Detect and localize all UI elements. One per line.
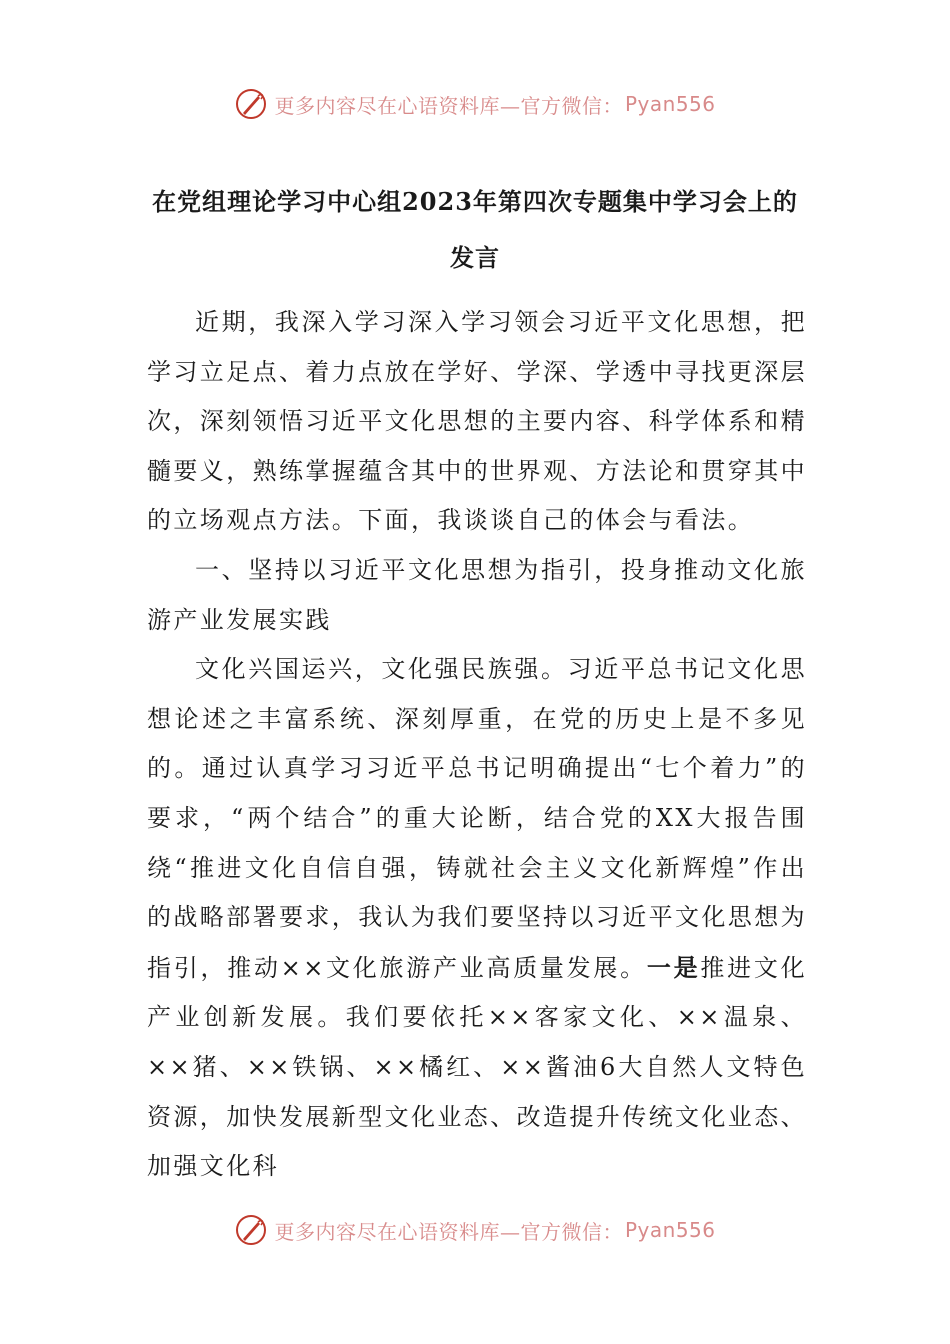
section-heading-1: 一、坚持以习近平文化思想为指引，投身推动文化旅游产业发展实践 <box>147 555 807 634</box>
quill-pen-logo-icon <box>234 87 268 121</box>
quill-pen-logo-icon <box>234 1213 268 1247</box>
footer-watermark <box>0 1210 950 1250</box>
body-paragraph-1: 近期，我深入学习深入学习领会习近平文化思想，把学习立足点、着力点放在学好、学深、学透中寻找更深层次，深刻领悟习近平文化思想的主要内容、科学体系和精髓要义，熟练掌握蕴含其中的世界观、方法论和贯穿其中的立场观点方法。下面，我谈谈自己的体会与看法。 <box>147 308 807 535</box>
header-watermark <box>0 84 950 124</box>
paragraph-text-continued: 推进文化产业创新发展。我们要依托××客家文化、××温泉、××猪、××铁锅、××橘红、××酱油6大自然人文特色资源，加快发展新型文化业态、改造提升传统文化业态、加强文化科 <box>147 953 807 1181</box>
watermark-wechat-handle: Pyan556 <box>624 92 716 116</box>
document-body <box>147 298 807 1192</box>
paragraph-text: 文化兴国运兴，文化强民族强。习近平总书记文化思想论述之丰富系统、深刻厚重，在党的历史上是不多见的。通过认真学习习近平总书记明确提出“七个着力”的要求，“两个结合”的重大论断，结合党的XX大报告围绕“推进文化自信自强，铸就社会主义文化新辉煌”作出的战略部署要求，我认为我们要坚持以习近平文化思想为指引，推动××文化旅游产业高质量发展。 <box>147 655 807 982</box>
document-title <box>120 174 830 286</box>
title-line-1: 在党组理论学习中心组2023年第四次专题集中学习会上的 <box>152 187 798 216</box>
bold-point-marker: 一是 <box>646 952 701 982</box>
watermark-wechat-handle: Pyan556 <box>624 1218 716 1242</box>
title-line-2: 发言 <box>450 243 500 272</box>
watermark-text: 更多内容尽在心语资料库—官方微信： <box>274 1219 623 1244</box>
body-paragraph-2 <box>147 645 807 1192</box>
watermark-text: 更多内容尽在心语资料库—官方微信： <box>274 93 623 118</box>
